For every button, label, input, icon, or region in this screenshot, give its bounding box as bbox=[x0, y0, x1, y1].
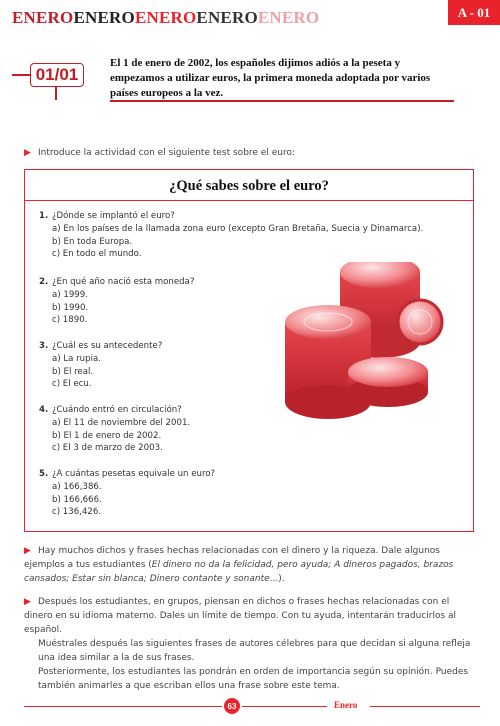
answer-option: a) 166,386. bbox=[52, 481, 102, 492]
quiz-question-5 bbox=[39, 468, 215, 519]
question-text: ¿En qué año nació esta moneda? bbox=[52, 277, 195, 287]
groups-line-3: Posteriormente, los estudiantes las pondrán en orden de importancia según su opinión. Puedes también animarles a que escriban ellos una frase sobre este tema. bbox=[38, 667, 469, 691]
footer-rule-right bbox=[370, 706, 480, 707]
answer-option: a) El 11 de noviembre del 2001. bbox=[52, 417, 191, 428]
answer-option: a) La rupia. bbox=[52, 353, 101, 364]
euro-quiz-box bbox=[24, 169, 474, 532]
question-number: 4. bbox=[39, 405, 49, 415]
question-number: 1. bbox=[39, 211, 49, 221]
footer-rule-middle bbox=[242, 706, 327, 707]
month-word-5: ENERO bbox=[257, 8, 320, 27]
answer-option: b) El real. bbox=[52, 366, 94, 377]
quiz-title-rule bbox=[25, 200, 473, 201]
month-word-4: ENERO bbox=[196, 8, 258, 27]
groups-line-1: Después los estudiantes, en grupos, piensan en dichos o frases hechas relacionadas con el dinero en su idioma materno. Dales un límite de tiempo. Con tu ayuda, intentarán traducirlos al español. bbox=[24, 597, 457, 635]
intro-rule bbox=[110, 100, 454, 102]
question-number: 3. bbox=[39, 341, 49, 351]
triangle-bullet-icon: ▶ bbox=[24, 597, 31, 607]
quiz-question-2 bbox=[39, 276, 194, 327]
triangle-bullet-icon: ▶ bbox=[24, 546, 31, 556]
month-word-3: ENERO bbox=[134, 8, 197, 27]
answer-option: b) 1990. bbox=[52, 302, 89, 313]
answer-option: b) 166,666. bbox=[52, 494, 102, 505]
month-word-1: ENERO bbox=[12, 8, 74, 27]
answer-option: a) En los países de la llamada zona euro (excepto Gran Bretaña, Suecia y Dinamarca). bbox=[52, 223, 424, 234]
question-number: 5. bbox=[39, 469, 49, 479]
date-left-rule bbox=[12, 74, 32, 76]
sayings-tail: ...). bbox=[269, 574, 285, 584]
month-strip bbox=[12, 8, 319, 28]
sayings-lead: Hay muchos dichos y frases hechas relacionadas con el dinero y la riqueza. Dale algunos ejemplos a tus estudiantes ( bbox=[24, 546, 440, 570]
groups-paragraph bbox=[24, 595, 480, 693]
quiz-question-3 bbox=[39, 340, 162, 391]
quiz-question-4 bbox=[39, 404, 190, 455]
answer-option: b) En toda Europa. bbox=[52, 236, 133, 247]
triangle-bullet-icon: ▶ bbox=[24, 148, 31, 158]
date-box: 01/01 bbox=[30, 63, 84, 87]
answer-option: c) En todo el mundo. bbox=[52, 249, 142, 260]
footer-month: Enero bbox=[334, 700, 358, 710]
date-down-rule bbox=[55, 86, 57, 100]
answer-option: c) El 3 de marzo de 2003. bbox=[52, 443, 163, 454]
sayings-paragraph bbox=[24, 544, 480, 586]
activity-lead-text: Introduce la actividad con el siguiente test sobre el euro: bbox=[38, 148, 295, 158]
answer-option: c) El ecu. bbox=[52, 379, 92, 390]
groups-line-2: Muéstrales después las siguientes frases de autores célebres para que decidan si alguna refleja una idea similar a la de sus frases. bbox=[38, 639, 471, 663]
section-tab-badge: A - 01 bbox=[448, 0, 500, 25]
question-text: ¿Dónde se implantó el euro? bbox=[52, 211, 175, 221]
intro-text: El 1 de enero de 2002, los españoles dijimos adiós a la peseta y empezamos a utilizar euros, la primera moneda adoptada por varios países europeos a la vez. bbox=[110, 57, 431, 99]
euro-coins-illustration bbox=[270, 262, 450, 432]
question-text: ¿Cuándo entró en circulación? bbox=[52, 405, 182, 415]
sayings-examples: El dinero no da la felicidad, pero ayuda; A dineros pagados, brazos cansados; Estar sin blanca; Dinero contante y sonante bbox=[24, 560, 454, 584]
question-text: ¿A cuántas pesetas equivale un euro? bbox=[52, 469, 216, 479]
question-number: 2. bbox=[39, 277, 49, 287]
page-number: 63 bbox=[224, 698, 240, 714]
question-text: ¿Cuál es su antecedente? bbox=[52, 341, 163, 351]
answer-option: c) 1890. bbox=[52, 315, 88, 326]
month-word-2: ENERO bbox=[73, 8, 135, 27]
answer-option: c) 136,426. bbox=[52, 507, 102, 518]
answer-option: a) 1999. bbox=[52, 289, 88, 300]
quiz-title: ¿Qué sabes sobre el euro? bbox=[169, 178, 329, 194]
quiz-question-1 bbox=[39, 210, 423, 261]
footer-rule-left bbox=[24, 706, 222, 707]
answer-option: b) El 1 de enero de 2002. bbox=[52, 430, 162, 441]
activity-lead bbox=[24, 146, 295, 160]
